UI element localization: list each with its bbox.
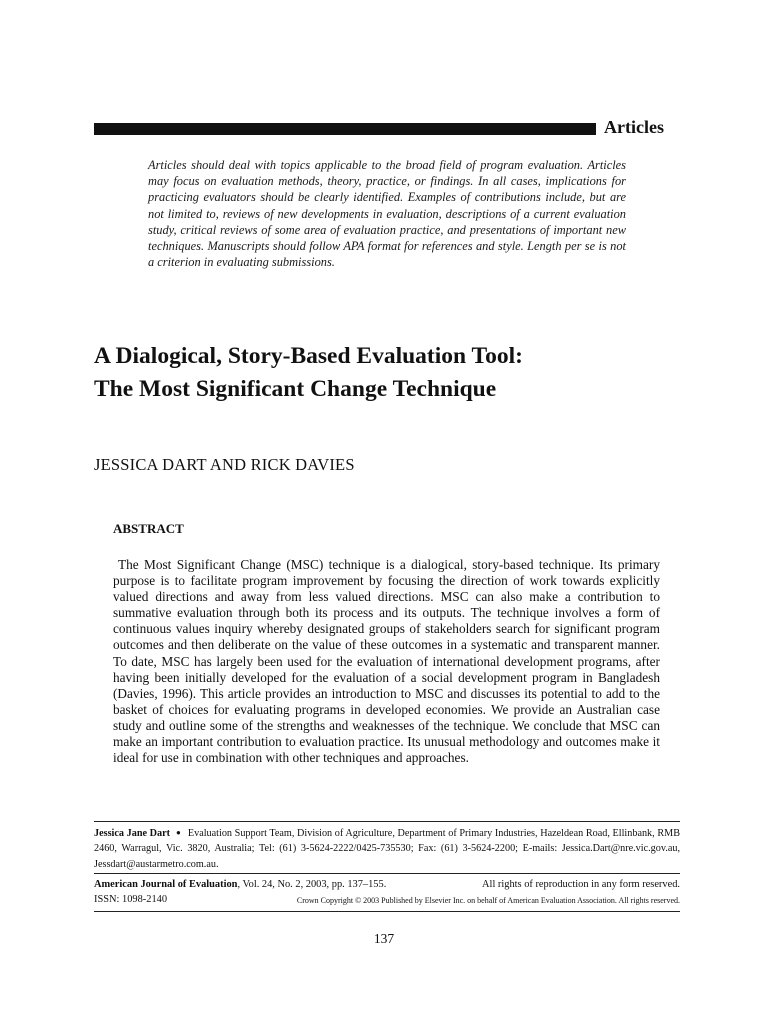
issn: ISSN: 1098-2140 (94, 894, 168, 905)
footer-rule-top (94, 821, 680, 822)
author-note-affiliation: Evaluation Support Team, Division of Agriculture, Department of Primary Industries, Hazeldean Road, Ellinbank, RMB 2460, Warragul, Vic. 3820, Australia; Tel: (61) 3-5624-2222/0425-735530; Fax: (61) 3-5624-2200; E-mails: Jessica.Dart@nre.vic.gov.au, Jessdart@austarmetro.com.au. (94, 828, 680, 870)
abstract-text: The Most Significant Change (MSC) technique is a dialogical, story-based technique. Its primary purpose is to facilitate program improvement by focusing the direction of work towards explicitly valued directions and away from less valued directions. MSC can also make a contribution to summative evaluation through both its process and its outputs. The technique involves a form of continuous values inquiry whereby designated groups of stakeholders search for significant program outcomes and then deliberate on the value of these outcomes in a systematic and transparent manner. To date, MSC has largely been used for the evaluation of international development programs, after having been initially developed for the evaluation of a social development program in Bangladesh (Davies, 1996). This article provides an introduction to MSC and discusses its potential to add to the basket of choices for evaluating programs in developed economies. We provide an Australian case study and outline some of the strengths and weaknesses of the technique. We conclude that MSC can make an important contribution to evaluation practice. Its unusual methodology and outcomes make it ideal for use in combination with other techniques and approaches. (113, 557, 660, 766)
article-title-line-2: The Most Significant Change Technique (94, 376, 497, 402)
author-note-name: Jessica Jane Dart (94, 828, 171, 839)
abstract-heading: ABSTRACT (113, 521, 184, 536)
journal-name: American Journal of Evaluation (94, 879, 238, 890)
journal-citation: , Vol. 24, No. 2, 2003, pp. 137–155. (237, 879, 387, 890)
rights-statement: All rights of reproduction in any form reserved. (482, 879, 680, 890)
bullet-separator: ● (176, 828, 181, 837)
article-title (94, 340, 694, 406)
footer-rule-bottom (94, 911, 680, 912)
page-number: 137 (373, 931, 395, 946)
article-authors: JESSICA DART AND RICK DAVIES (94, 455, 355, 474)
journal-citation-line (94, 878, 680, 892)
section-header-rule (94, 123, 596, 135)
footer-rule-middle (94, 873, 680, 874)
copyright-notice: Crown Copyright © 2003 Published by Elsevier Inc. on behalf of American Evaluation Association. All rights reserved. (296, 896, 680, 905)
author-correspondence-note (94, 825, 680, 872)
issn-line (94, 893, 680, 907)
section-label: Articles (604, 117, 664, 137)
section-description: Articles should deal with topics applicable to the broad field of program evaluation. Articles may focus on evaluation methods, theory, practice, or findings. In all cases, implications for practicing evaluators should be clearly identified. Examples of contributions include, but are not limited to, reviews of new developments in evaluation, descriptions of a current evaluation study, critical reviews of some area of evaluation practice, and presentations of important new techniques. Manuscripts should follow APA format for references and style. Length per se is not a criterion in evaluating submissions. (148, 158, 626, 270)
article-title-line-1: A Dialogical, Story-Based Evaluation Tool: (94, 343, 523, 369)
